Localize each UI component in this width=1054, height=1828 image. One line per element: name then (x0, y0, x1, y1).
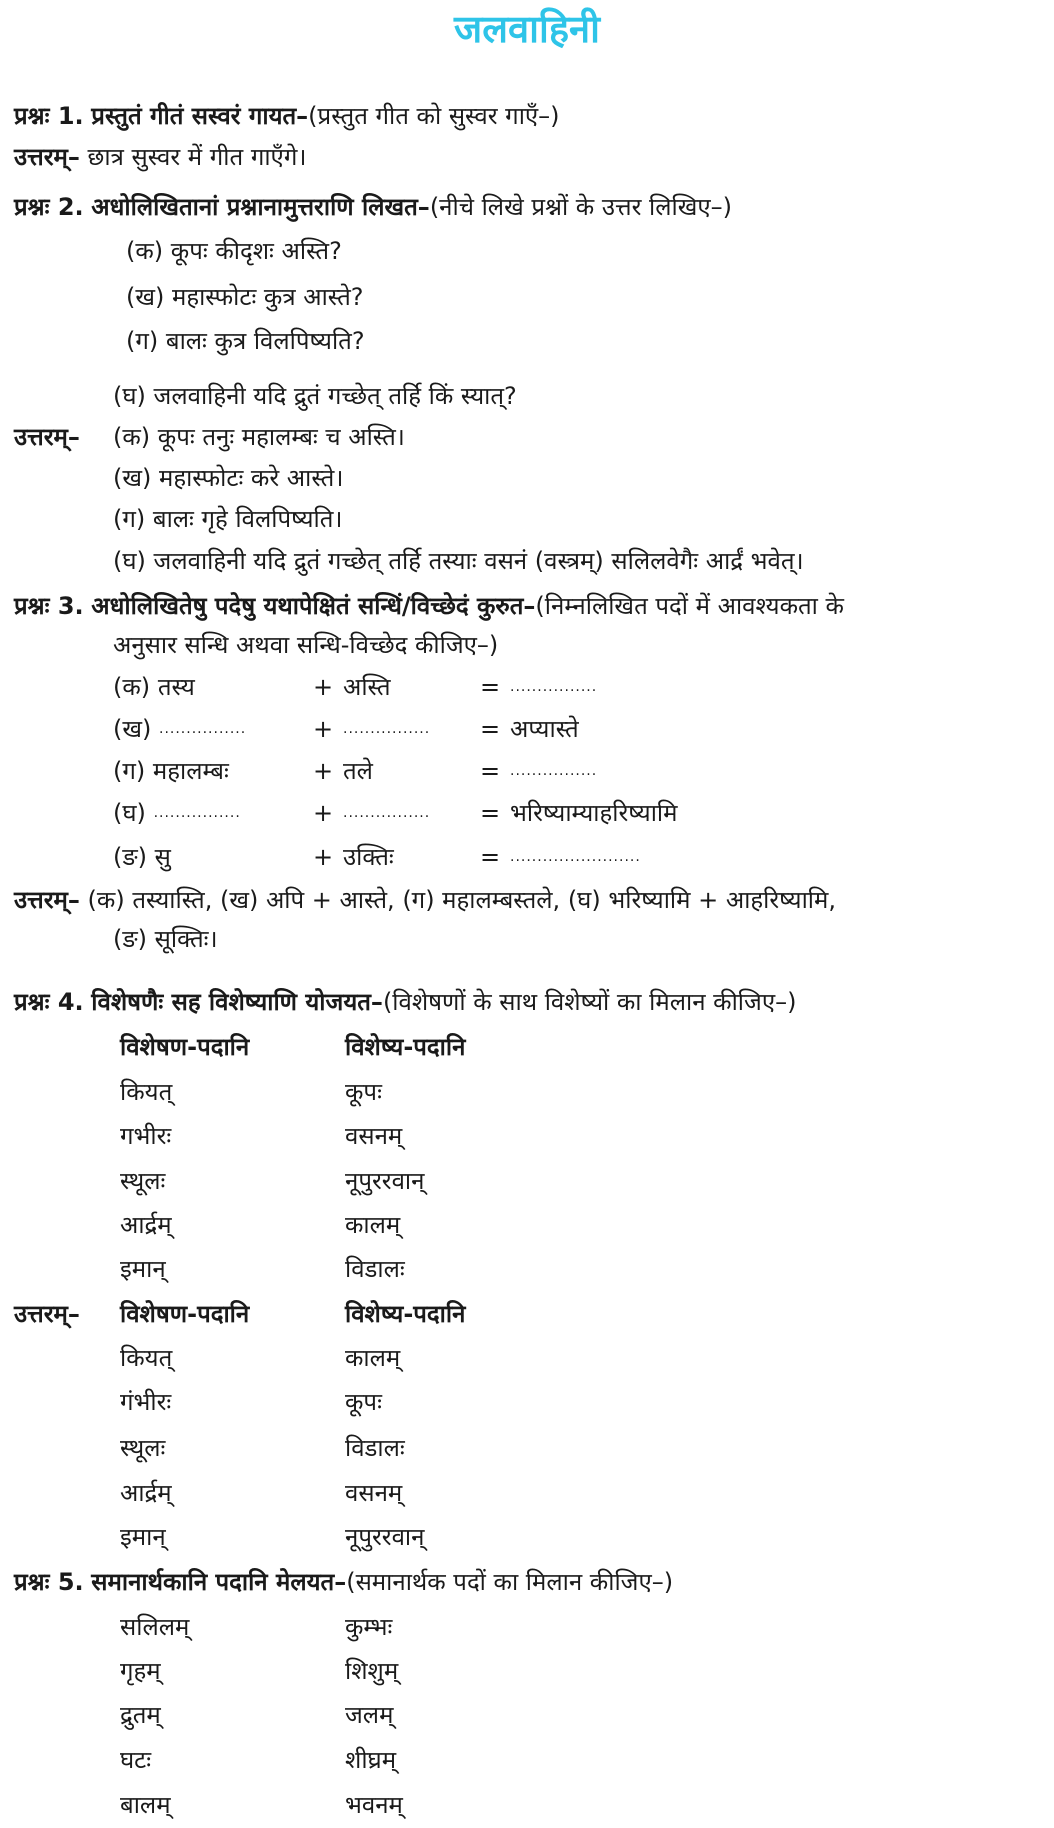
plus-sign: + (313, 673, 334, 701)
adjective: आर्द्रम् (120, 1211, 172, 1239)
adjective: स्थूलः (120, 1167, 166, 1195)
result-blank: ........................ (510, 849, 641, 865)
question-3 (14, 591, 844, 621)
noun: वसनम् (345, 1479, 403, 1507)
question-text: अधोलिखितानां प्रश्नानामुत्तराणि लिखत– (91, 193, 430, 221)
sub-question: (घ) जलवाहिनी यदि द्रुतं गच्छेत् तर्हि किं स्यात्? (113, 382, 517, 410)
result: अप्यास्ते (510, 715, 579, 743)
word: द्रुतम् (120, 1701, 161, 1729)
equals-sign: = (480, 843, 501, 871)
synonym: शीघ्रम् (345, 1746, 397, 1774)
question-hint: (समानार्थक पदों का मिलान कीजिए–) (346, 1568, 674, 1596)
word: घटः (120, 1746, 152, 1774)
question-hint: (निम्नलिखित पदों में आवश्यकता के (535, 592, 844, 620)
noun: कूपः (345, 1388, 382, 1416)
sub-question: (ग) बालः कुत्र विलपिष्यति? (126, 327, 365, 355)
answer-text: छात्र सुस्वर में गीत गाएँगे। (87, 143, 307, 171)
question-1 (14, 101, 560, 131)
sub-question: (क) कूपः कीदृशः अस्ति? (126, 237, 342, 265)
row-key: (क) (113, 673, 151, 701)
answer-label: उत्तरम्– (14, 143, 80, 171)
question-label: प्रश्नः 3. (14, 592, 84, 620)
noun: नूपुररवान् (345, 1523, 425, 1551)
question-hint-cont: अनुसार सन्धि अथवा सन्धि-विच्छेद कीजिए–) (113, 631, 499, 659)
term-a: सु (154, 843, 171, 871)
adjective: कियत् (120, 1344, 173, 1372)
row-key: (ङ) (113, 843, 148, 871)
question-text: समानार्थकानि पदानि मेलयत– (91, 1568, 347, 1596)
question-text: अधोलिखितेषु पदेषु यथापेक्षितं सन्धिं/विच्छेदं कुरुत– (91, 592, 536, 620)
answer-text-cont: (ङ) सूक्तिः। (113, 925, 218, 953)
term-b-blank: ................ (343, 721, 431, 737)
question-label: प्रश्नः 5. (14, 1568, 84, 1596)
answer-item: (ग) बालः गृहे विलपिष्यति। (113, 505, 343, 533)
answer-label: उत्तरम्– (14, 886, 80, 914)
equals-sign: = (480, 715, 501, 743)
chapter-title: जलवाहिनी (454, 7, 600, 51)
question-hint: (नीचे लिखे प्रश्नों के उत्तर लिखिए–) (429, 193, 733, 221)
adjective: इमान् (120, 1255, 166, 1283)
term-a: महालम्बः (152, 757, 229, 785)
question-label: प्रश्नः 1. (14, 102, 84, 130)
row-key: (ख) (113, 715, 152, 743)
equals-sign: = (480, 799, 501, 827)
result-blank: ................ (510, 679, 598, 695)
equals-sign: = (480, 673, 501, 701)
question-label: प्रश्नः 4. (14, 988, 84, 1016)
plus-sign: + (313, 757, 334, 785)
sub-question: (ख) महास्फोटः कुत्र आस्ते? (126, 283, 364, 311)
plus-sign: + (313, 843, 334, 871)
term-b: अस्ति (343, 673, 391, 701)
adjective: इमान् (120, 1523, 166, 1551)
answer-text: (क) तस्यास्ति, (ख) अपि + आस्ते, (ग) महालम्बस्तले, (घ) भरिष्यामि + आहरिष्यामि, (87, 886, 837, 914)
plus-sign: + (313, 799, 334, 827)
answer-label: उत्तरम्– (14, 423, 80, 451)
noun: कालम् (345, 1211, 401, 1239)
question-label: प्रश्नः 2. (14, 193, 84, 221)
row-key: (ग) (113, 757, 146, 785)
adjective: गभीरः (120, 1122, 172, 1150)
term-a: तस्य (157, 673, 195, 701)
question-5 (14, 1567, 673, 1597)
column-header-nouns: विशेष्य-पदानि (345, 1033, 466, 1061)
noun: कालम् (345, 1344, 401, 1372)
word: गृहम् (120, 1657, 161, 1685)
noun: विडालः (345, 1255, 405, 1283)
synonym: कुम्भः (345, 1613, 393, 1641)
result: भरिष्याम्याहरिष्यामि (510, 799, 678, 827)
word: सलिलम् (120, 1613, 190, 1641)
term-a-blank: ................ (159, 721, 247, 737)
question-text: प्रस्तुतं गीतं सस्वरं गायत– (91, 102, 309, 130)
question-hint: (विशेषणों के साथ विशेष्यों का मिलान कीजिए–) (382, 988, 797, 1016)
column-header-adjectives: विशेषण-पदानि (120, 1033, 250, 1061)
answer-1 (14, 142, 306, 172)
adjective: गंभीरः (120, 1388, 172, 1416)
equals-sign: = (480, 757, 501, 785)
term-b: तले (343, 757, 373, 785)
synonym: शिशुम् (345, 1657, 399, 1685)
column-header-adjectives: विशेषण-पदानि (120, 1300, 250, 1328)
term-b-blank: ................ (343, 805, 431, 821)
row-key: (घ) (113, 799, 146, 827)
synonym: भवनम् (345, 1791, 403, 1819)
answer-item: (घ) जलवाहिनी यदि द्रुतं गच्छेत् तर्हि तस्याः वसनं (वस्त्रम्) सलिलवेगैः आर्द्रं भवेत्। (113, 547, 804, 575)
word: बालम् (120, 1791, 171, 1819)
adjective: स्थूलः (120, 1434, 166, 1462)
plus-sign: + (313, 715, 334, 743)
answer-3 (14, 885, 836, 915)
synonym: जलम् (345, 1701, 394, 1729)
column-header-nouns: विशेष्य-पदानि (345, 1300, 466, 1328)
answer-item: (ख) महास्फोटः करे आस्ते। (113, 464, 344, 492)
result-blank: ................ (510, 763, 598, 779)
question-hint: (प्रस्तुत गीत को सुस्वर गाएँ–) (308, 102, 560, 130)
question-text: विशेषणैः सह विशेष्याणि योजयत– (91, 988, 383, 1016)
question-4 (14, 987, 796, 1017)
noun: कूपः (345, 1078, 382, 1106)
noun: नूपुररवान् (345, 1167, 425, 1195)
noun: विडालः (345, 1434, 405, 1462)
answer-item: (क) कूपः तनुः महालम्बः च अस्ति। (113, 423, 405, 451)
answer-label: उत्तरम्– (14, 1300, 80, 1328)
noun: वसनम् (345, 1122, 403, 1150)
term-a-blank: ................ (153, 805, 241, 821)
adjective: कियत् (120, 1078, 173, 1106)
adjective: आर्द्रम् (120, 1479, 172, 1507)
term-b: उक्तिः (343, 843, 394, 871)
question-2 (14, 192, 732, 222)
